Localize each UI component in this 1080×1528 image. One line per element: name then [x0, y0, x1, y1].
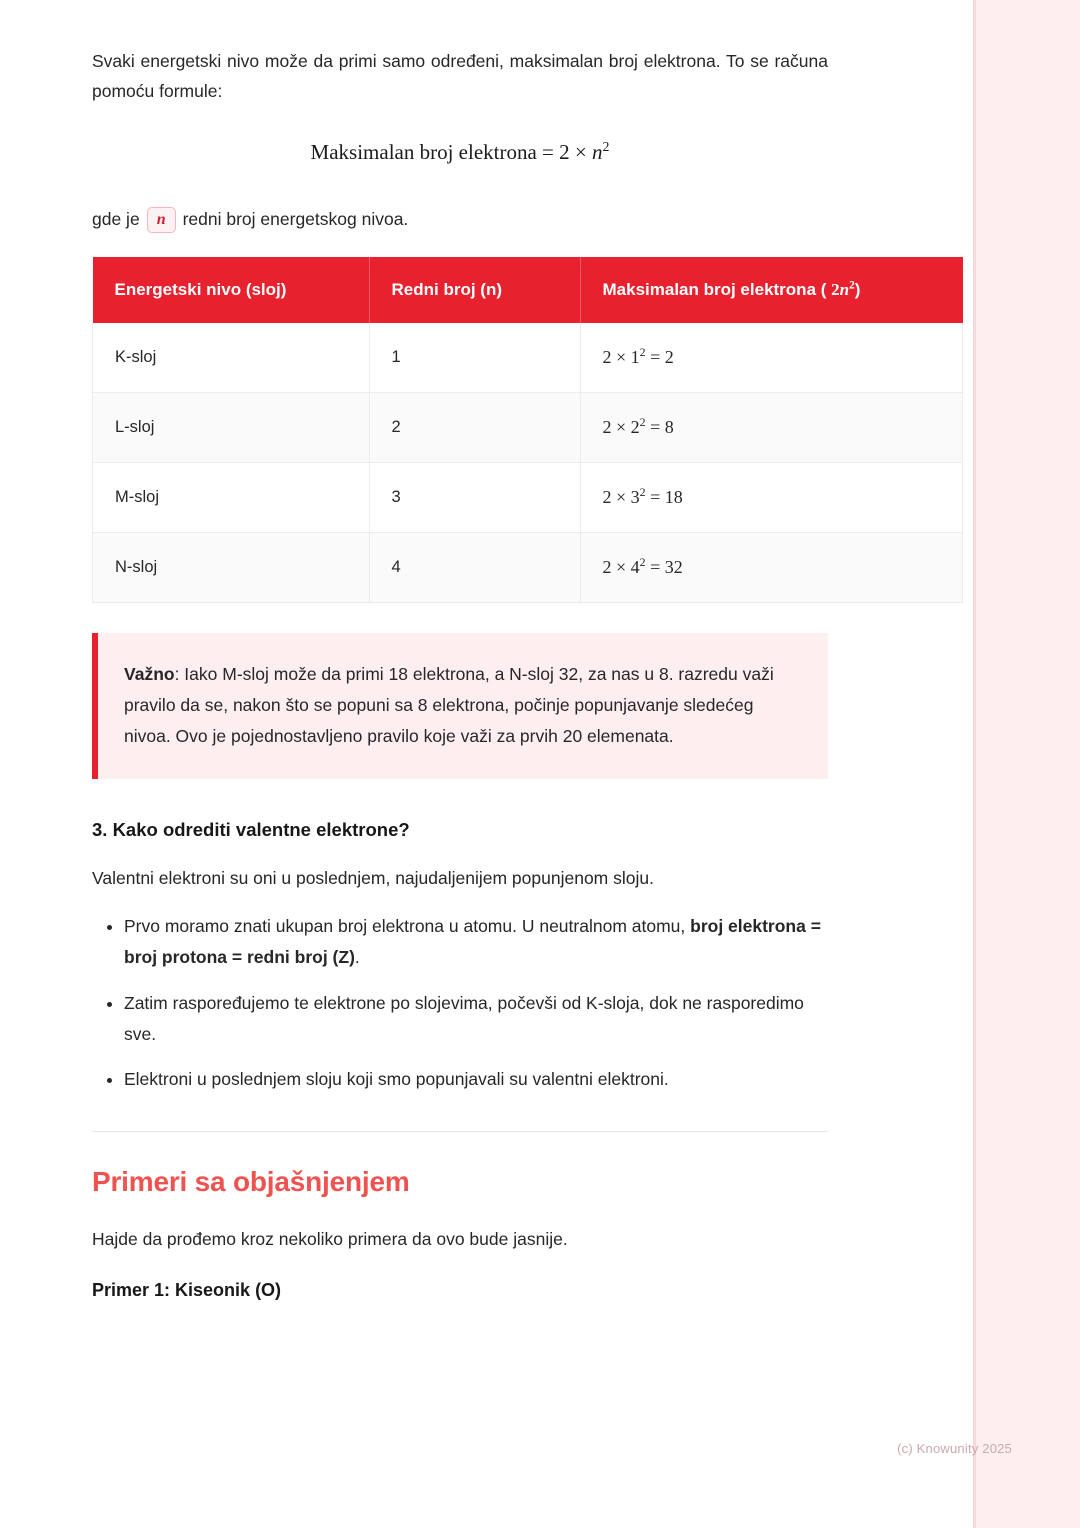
list-item-bold: broj elektrona = broj protona = redni broj (Z): [124, 916, 821, 968]
calc-b: = 32: [645, 557, 683, 578]
table-row: [93, 533, 963, 603]
calc-a: 2 × 2: [602, 417, 640, 438]
table-header-row: [93, 257, 963, 323]
calc-math: [603, 417, 674, 437]
examples-intro: Hajde da prođemo kroz nekoliko primera da ovo bude jasnije.: [92, 1228, 568, 1249]
table-header-cell-max: [580, 257, 963, 323]
calc-exp: 2: [639, 415, 646, 430]
callout-label: Važno: [124, 664, 175, 685]
formula-label: Maksimalan broj elektrona = 2 ×: [310, 140, 592, 165]
cell-calc: [580, 393, 963, 463]
section-paragraph: Valentni elektroni su oni u poslednjem, najudaljenijem popunjenom sloju.: [92, 868, 654, 889]
callout-text: : Iako M-sloj može da primi 18 elektrona, a N-sloj 32, za nas u 8. razredu važi pravilo da se, nakon što se popuni sa 8 elektrona, počinje popunjavanje sledećeg nivoa. Ovo je pojednostavljeno pravilo koje važi za prvih 20 elemenata.: [124, 664, 774, 746]
section-divider: [92, 1131, 828, 1132]
table-row: [93, 323, 963, 393]
right-margin-strip: [976, 0, 1080, 1528]
energy-levels-table: [92, 257, 963, 603]
hdr-math-exp: 2: [849, 279, 855, 292]
table-header-cell-n: Redni broj (n): [369, 257, 580, 323]
document-content: [92, 46, 861, 1301]
calc-b: = 2: [645, 347, 674, 368]
cell-sloj: K-sloj: [93, 323, 370, 393]
max-electrons-formula: [92, 140, 828, 165]
cell-sloj: N-sloj: [93, 533, 370, 603]
list-item: [124, 988, 828, 1050]
table-body: [93, 323, 963, 603]
intro-paragraph: Svaki energetski nivo može da primi samo određeni, maksimalan broj elektrona. To se računa pomoću formule:: [92, 51, 828, 102]
table-row: [93, 393, 963, 463]
examples-heading: Primeri sa objašnjenjem: [92, 1165, 410, 1197]
hdr-math-prefix: 2: [831, 279, 840, 299]
table-header-max-text: Maksimalan broj elektrona (: [602, 279, 827, 299]
formula-variable: n: [592, 140, 603, 165]
valence-steps-list: [92, 911, 828, 1095]
cell-calc: [580, 323, 963, 393]
table-header-max-suffix: ): [854, 279, 861, 299]
variable-chip-n: n: [147, 207, 176, 233]
example-1-heading: Primer 1: Kiseonik (O): [92, 1280, 282, 1301]
calc-b: = 18: [645, 487, 683, 508]
calc-a: 2 × 4: [602, 557, 640, 578]
table-header-max-math: [831, 280, 855, 299]
cell-n: 2: [369, 393, 580, 463]
variable-explanation-before: gde je: [92, 209, 140, 230]
table-header-cell-sloj: Energetski nivo (sloj): [93, 257, 370, 323]
variable-explanation-after: redni broj energetskog nivoa.: [182, 209, 409, 230]
cell-calc: [580, 533, 963, 603]
section-heading-valence: 3. Kako odrediti valentne elektrone?: [92, 819, 410, 841]
cell-sloj: L-sloj: [93, 393, 370, 463]
cell-calc: [580, 463, 963, 533]
table-row: [93, 463, 963, 533]
cell-n: 4: [369, 533, 580, 603]
variable-explanation-line: [92, 205, 828, 235]
calc-a: 2 × 3: [602, 487, 640, 508]
cell-sloj: M-sloj: [93, 463, 370, 533]
list-item: [124, 911, 828, 973]
cell-n: 1: [369, 323, 580, 393]
cell-n: 3: [369, 463, 580, 533]
calc-math: [603, 347, 674, 367]
calc-math: [603, 487, 683, 507]
calc-exp: 2: [639, 345, 646, 360]
formula-exponent: 2: [602, 139, 610, 155]
hdr-math-var: n: [839, 279, 850, 299]
important-callout: [92, 633, 828, 779]
calc-math: [603, 557, 683, 577]
calc-exp: 2: [639, 555, 646, 570]
list-item-text: Elektroni u poslednjem sloju koji smo popunjavali su valentni elektroni.: [124, 1068, 669, 1089]
watermark: (c) Knowunity 2025: [897, 1441, 1012, 1456]
list-item-text: Zatim raspoređujemo te elektrone po slojevima, počevši od K-sloja, dok ne rasporedimo sve.: [124, 992, 804, 1044]
list-item-text: Prvo moramo znati ukupan broj elektrona u atomu. U neutralnom atomu,: [124, 916, 691, 937]
calc-a: 2 × 1: [602, 347, 640, 368]
list-item-text-after: .: [354, 947, 360, 968]
calc-exp: 2: [639, 485, 646, 500]
list-item: [124, 1064, 828, 1095]
table-header: [93, 257, 963, 323]
calc-b: = 8: [645, 417, 674, 438]
